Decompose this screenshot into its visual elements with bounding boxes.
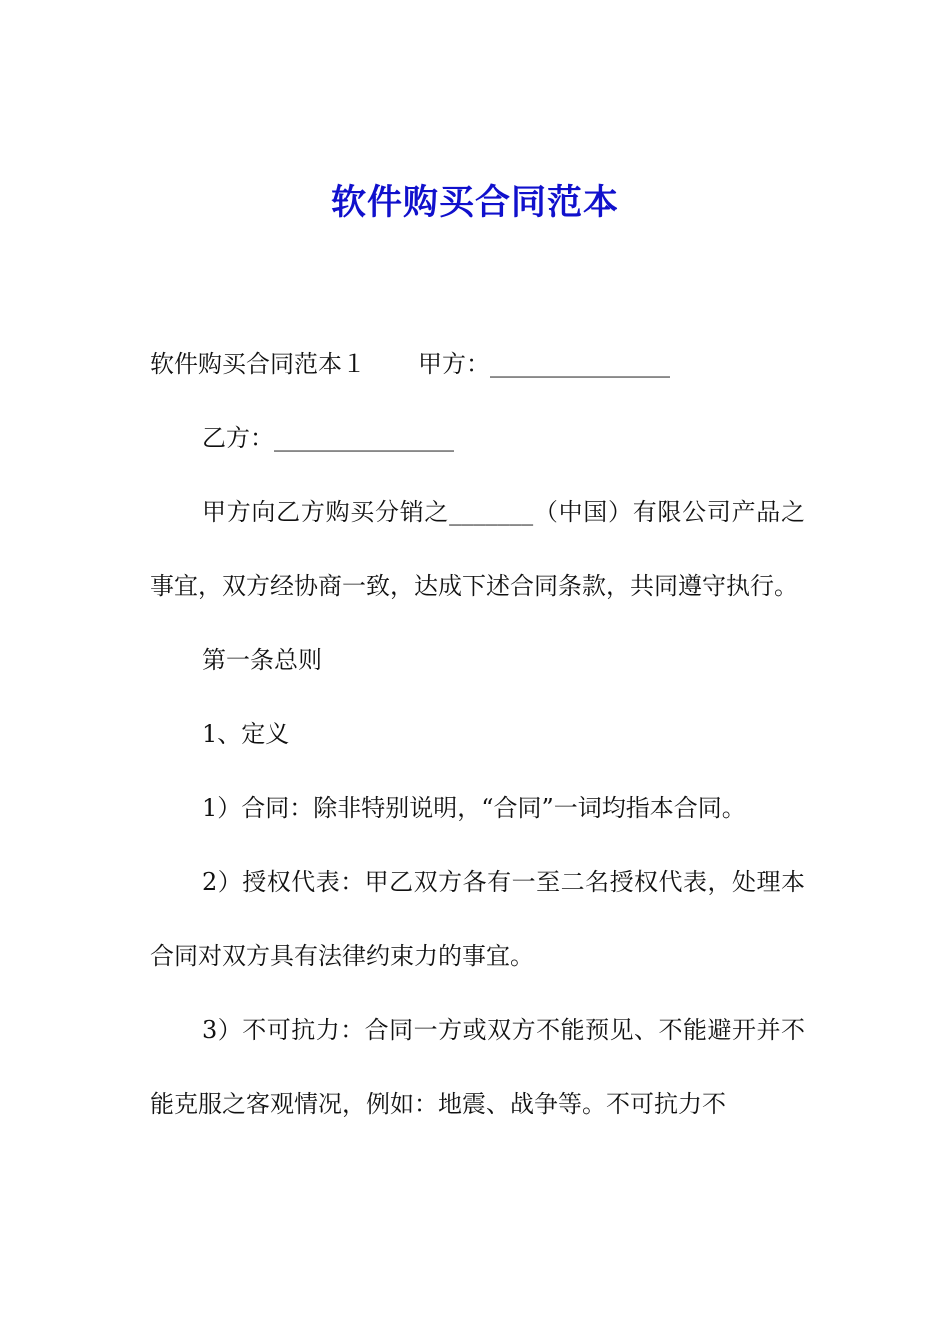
- heading-line: [150, 327, 805, 401]
- intro-paragraph: 甲方向乙方购买分销之_______（中国）有限公司产品之事宜，双方经协商一致，达成下述合同条款，共同遵守执行。: [150, 498, 805, 600]
- definition-contract: 1）合同：除非特别说明，“合同”一词均指本合同。: [202, 794, 746, 822]
- document-title: 软件购买合同范本: [330, 183, 619, 223]
- party-b-field: 乙方：_______________: [202, 424, 454, 452]
- definition-force-majeure: 3）不可抗力：合同一方或双方不能预见、不能避开并不能克服之客观情况，例如：地震、战争等。不可抗力不: [150, 1016, 805, 1118]
- section-heading: 1、定义: [202, 720, 290, 748]
- document-body: [150, 327, 805, 1141]
- party-a-field: 甲方：_______________: [418, 350, 670, 378]
- contract-subtitle: 软件购买合同范本１: [150, 350, 366, 378]
- definition-authorized-representative: 2）授权代表：甲乙双方各有一至二名授权代表，处理本合同对双方具有法律约束力的事宜。: [150, 868, 805, 970]
- article-heading: 第一条总则: [202, 646, 322, 674]
